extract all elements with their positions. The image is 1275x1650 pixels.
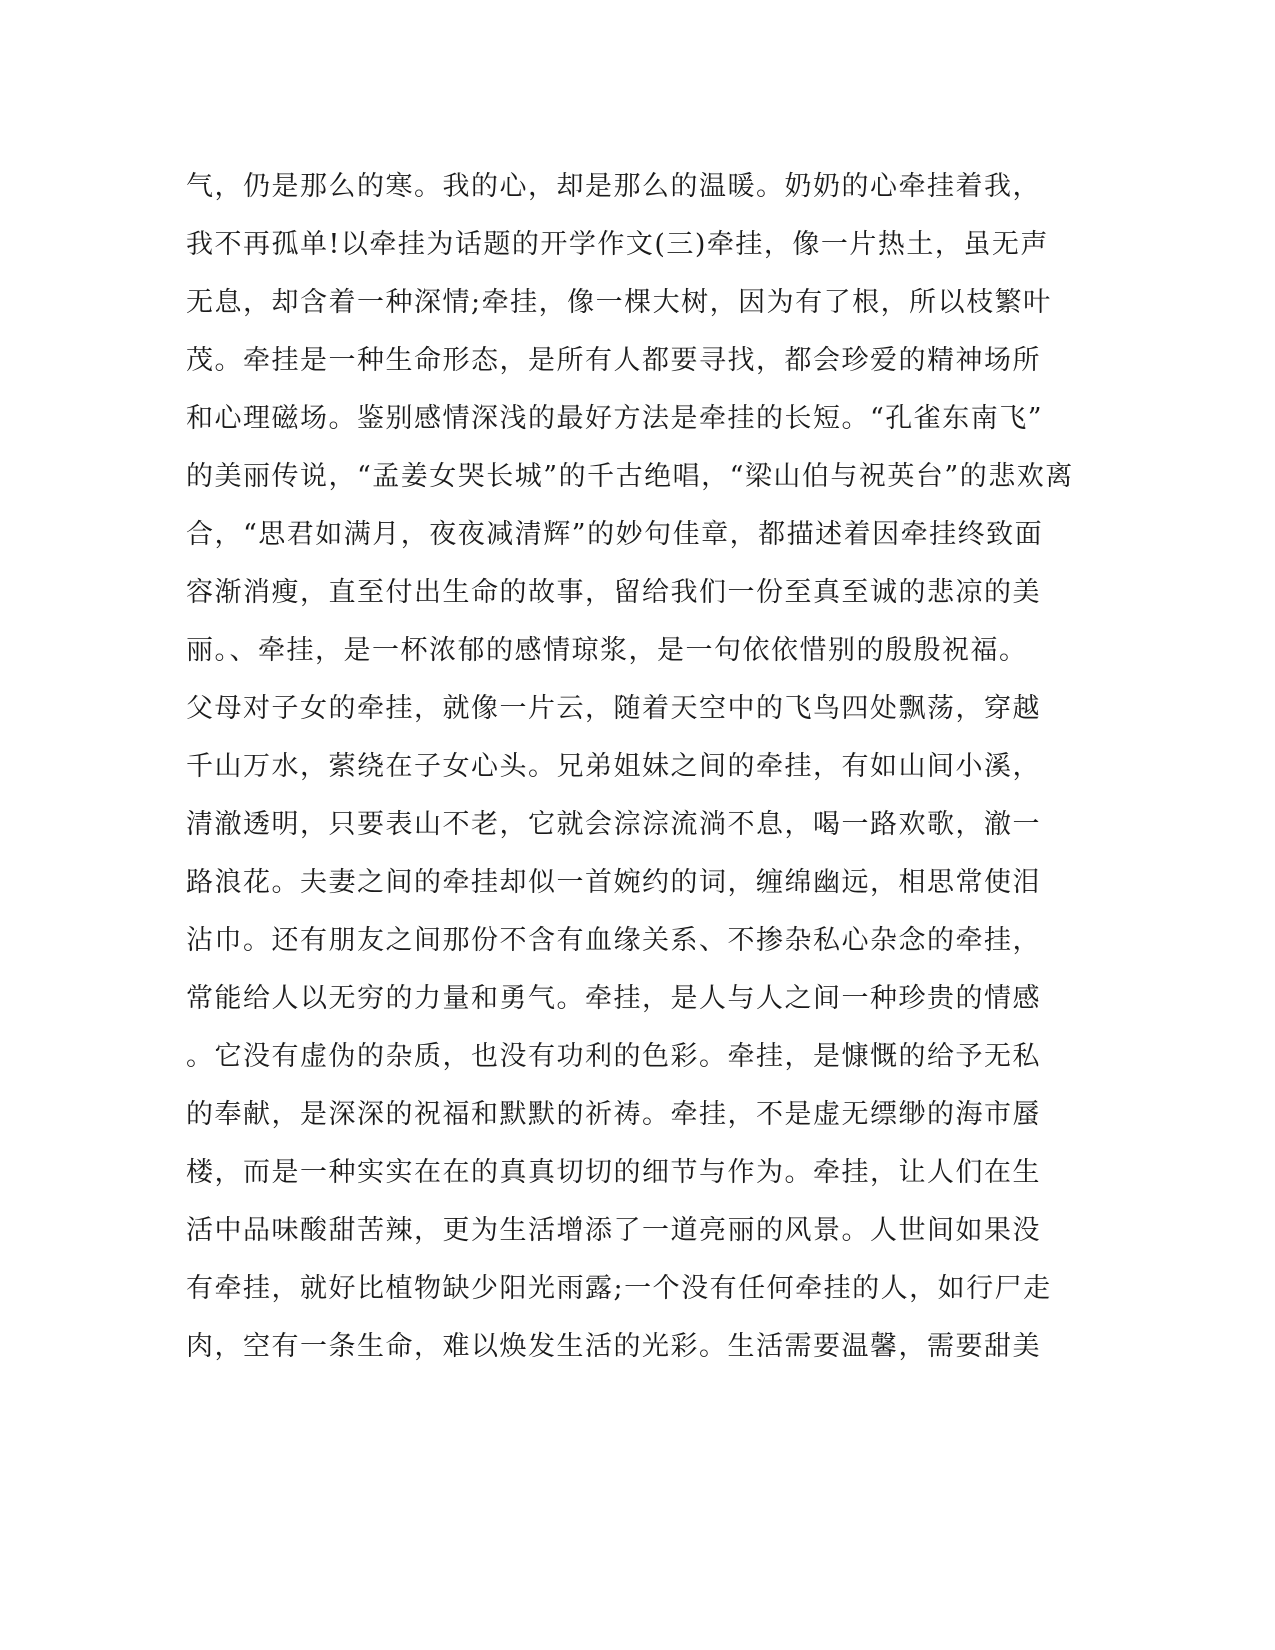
text-line: 容渐消瘦，直至付出生命的故事，留给我们一份至真至诚的悲凉的美 <box>186 577 1041 608</box>
text-line: 有牵挂，就好比植物缺少阳光雨露;一个没有任何牵挂的人，如行尸走 <box>186 1273 1052 1304</box>
text-line: 茂。牵挂是一种生命形态，是所有人都要寻找，都会珍爱的精神场所 <box>186 345 1041 376</box>
text-line: 和心理磁场。鉴别感情深浅的最好方法是牵挂的长短。“孔雀东南飞” <box>186 403 1044 434</box>
text-line: 肉，空有一条生命，难以焕发生活的光彩。生活需要温馨，需要甜美 <box>186 1331 1041 1362</box>
body-text <box>186 158 1086 1376</box>
text-line: 楼，而是一种实实在在的真真切切的细节与作为。牵挂，让人们在生 <box>186 1157 1041 1188</box>
text-line: 气，仍是那么的寒。我的心，却是那么的温暖。奶奶的心牵挂着我， <box>186 171 1041 202</box>
text-line: 千山万水，萦绕在子女心头。兄弟姐妹之间的牵挂，有如山间小溪， <box>186 751 1041 782</box>
text-line: 的奉献，是深深的祝福和默默的祈祷。牵挂，不是虚无缥缈的海市蜃 <box>186 1099 1041 1130</box>
text-line: 沾巾。还有朋友之间那份不含有血缘关系、不掺杂私心杂念的牵挂， <box>186 925 1041 956</box>
text-line: 合，“思君如满月，夜夜减清辉”的妙句佳章，都描述着因牵挂终致面 <box>186 519 1044 550</box>
text-line: 路浪花。夫妻之间的牵挂却似一首婉约的词，缠绵幽远，相思常使泪 <box>186 867 1041 898</box>
text-line: 无息，却含着一种深情;牵挂，像一棵大树，因为有了根，所以枝繁叶 <box>186 287 1052 318</box>
text-line: 丽。、牵挂，是一杯浓郁的感情琼浆，是一句依依惜别的殷殷祝福。 <box>186 635 1028 666</box>
text-line: 我不再孤单!以牵挂为话题的开学作文(三)牵挂，像一片热土，虽无声 <box>186 229 1049 260</box>
text-line: 。它没有虚伪的杂质，也没有功利的色彩。牵挂，是慷慨的给予无私 <box>186 1041 1041 1072</box>
text-line: 活中品味酸甜苦辣，更为生活增添了一道亮丽的风景。人世间如果没 <box>186 1215 1041 1246</box>
text-line: 父母对子女的牵挂，就像一片云，随着天空中的飞鸟四处飘荡，穿越 <box>186 693 1041 724</box>
text-line: 常能给人以无穷的力量和勇气。牵挂，是人与人之间一种珍贵的情感 <box>186 983 1041 1014</box>
text-line: 的美丽传说，“孟姜女哭长城”的千古绝唱，“梁山伯与祝英台”的悲欢离 <box>186 461 1074 492</box>
text-line: 清澈透明，只要表山不老，它就会淙淙流淌不息，喝一路欢歌，澈一 <box>186 809 1041 840</box>
